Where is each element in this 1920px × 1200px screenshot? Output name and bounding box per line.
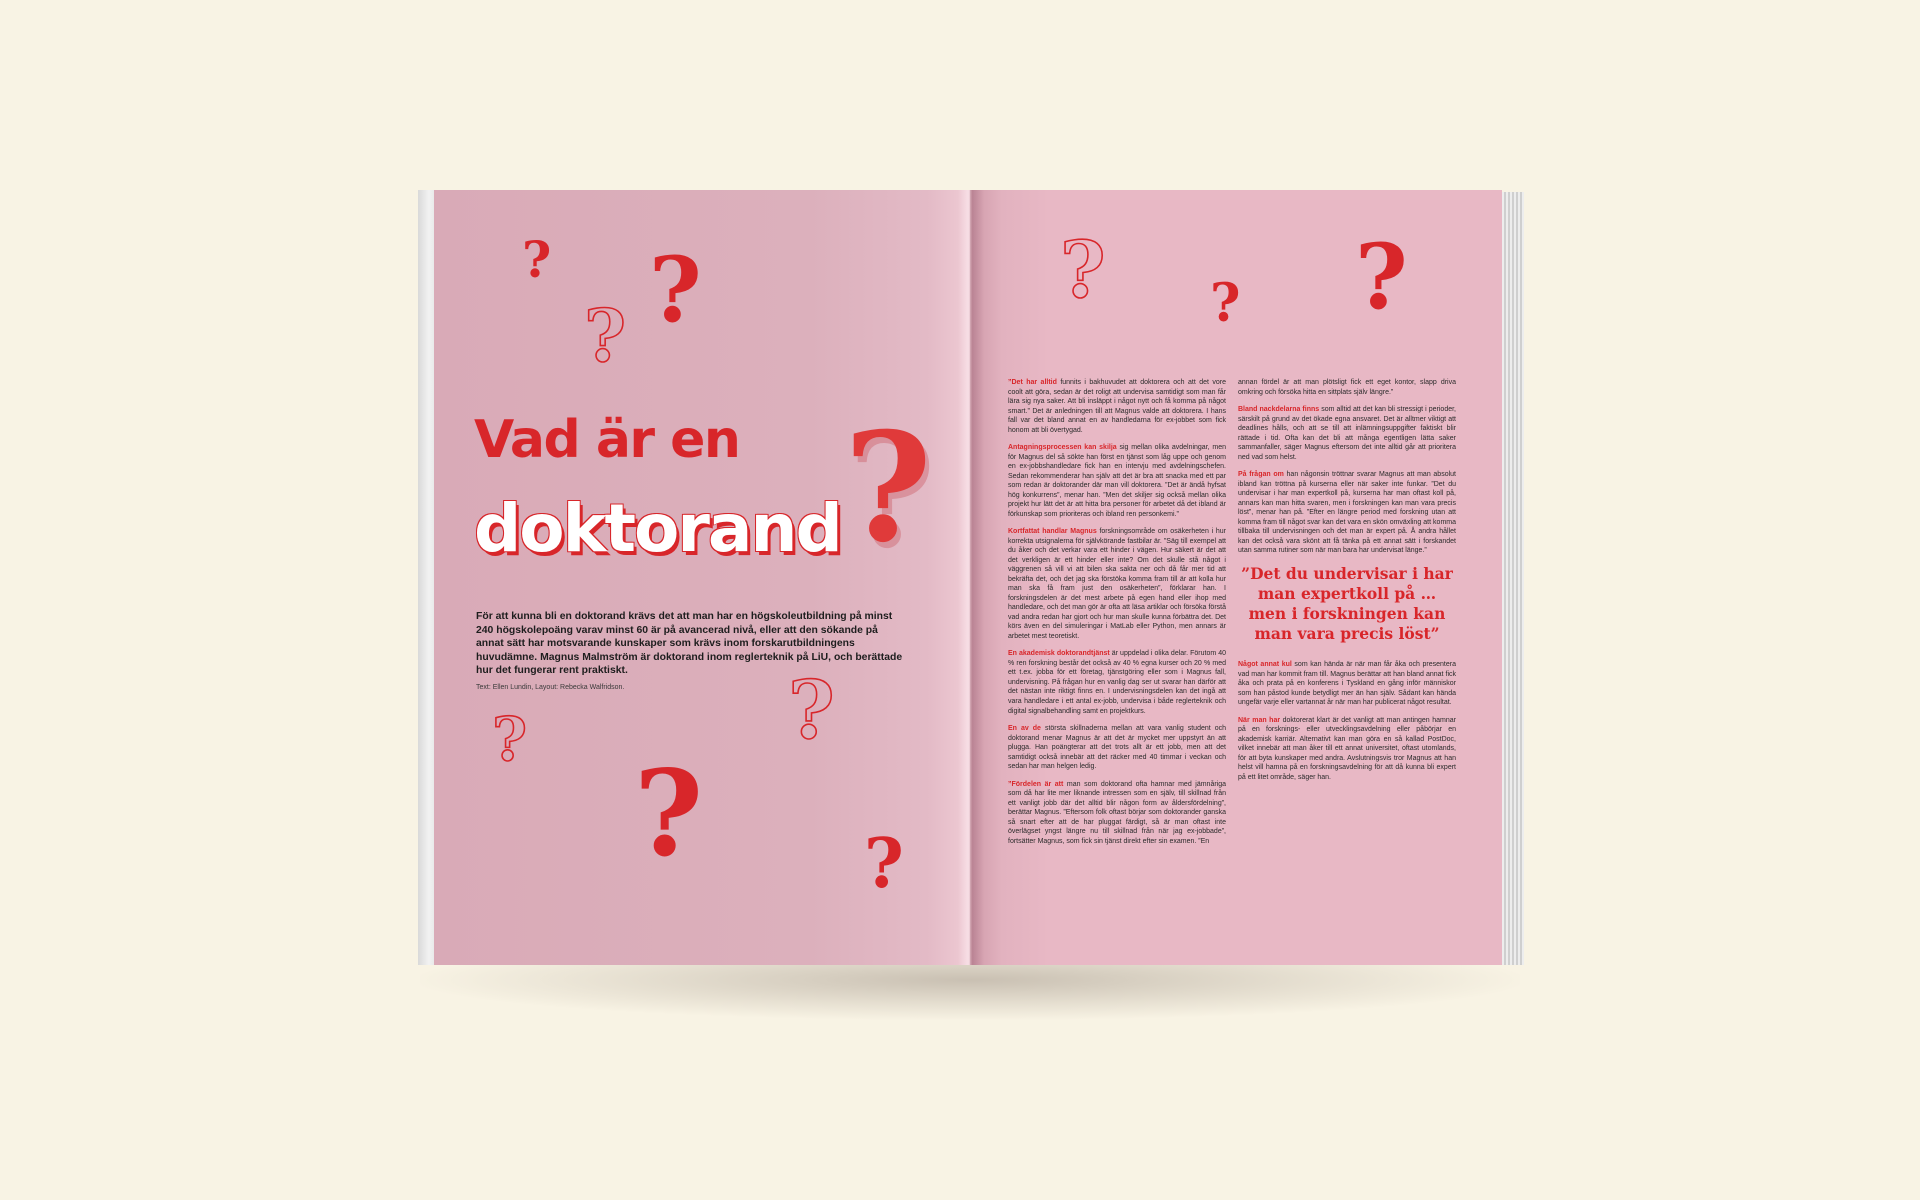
paragraph xyxy=(1008,649,1226,716)
article-column-2 xyxy=(1238,378,1456,791)
question-mark-outline-icon: ? xyxy=(788,663,835,757)
paragraph-lead: På frågan om xyxy=(1238,471,1284,479)
paragraph xyxy=(1008,527,1226,641)
paragraph xyxy=(1008,780,1226,847)
paragraph-lead: Antagningsprocessen kan skilja xyxy=(1008,444,1117,452)
article-column-1 xyxy=(1008,378,1226,854)
paragraph-text: som alltid att det kan bli stressigt i perioder, särskilt på grund av det ökade egna ansvaret. Det är alltmer viktigt att deadlines hålls, och att se till att inlämningsuppgifter faktiskt blir rättade i tid. Ofta kan det bli att många egentligen lätta saker sammanfaller, säger Magnus eftersom det inte alltid går att prioritera ned vad som helst. xyxy=(1238,406,1456,461)
paragraph-text: är uppdelad i olika delar. Förutom 40 % ren forskning består det också av 40 % egna kurser och 20 % med ett t.ex. jobba för ett företag, tjänstgöring eller som i Magnus fall, undervisning. På frågan hur en vanlig dag ser ut svarar han därför att det nästan inte riktigt finns en. I undervisningsdelen kan det ingå att vara handledare i ett antal ex-jobb, undervisa i både reglerteknik och digital signalbehandling samt en projektkurs. xyxy=(1008,650,1226,715)
paragraph xyxy=(1008,443,1226,519)
paragraph-lead: En av de xyxy=(1008,725,1041,733)
headline-line-2: doktorand xyxy=(474,490,841,567)
paragraph-text: doktorerat klart är det vanligt att man antingen hamnar på en forsknings- eller utvecklingsavdelning eller påbörjar en akademisk karriär. Alternativt kan man göra en så kallad PostDoc, vilket innebär att man åker till ett annat universitet, oftast utomlands, för att byta kunskaper med andra. Avslutningsvis tror Magnus att han helst vill hamna på en forskningsavdelning för att då kunna bli expert på ett litet område, säger han. xyxy=(1238,716,1456,781)
paragraph xyxy=(1008,724,1226,772)
right-page xyxy=(970,190,1502,965)
paragraph-lead: ”Fördelen är att xyxy=(1008,780,1064,788)
left-page xyxy=(434,190,970,965)
question-mark-icon: ? xyxy=(649,237,702,343)
paragraph xyxy=(1238,716,1456,783)
paragraph-text: största skillnaderna mellan att vara vanlig student och doktorand menar Magnus är att det är mycket mer uppstyrt än att plugga. Han poängterar att det trots allt är ett jobb, men att det samtidigt också innebär att det räcker med 40 timmar i veckan och sedan har man helgen ledig. xyxy=(1008,725,1226,771)
paragraph-lead: Bland nackdelarna finns xyxy=(1238,406,1320,414)
paragraph-text: sig mellan olika avdelningar, men för Magnus del så sökte han först en tjänst som låg uppe och genom en ex-jobbshandledare fick han en intervju med avdelningschefen. Sedan rekommenderar han själv att det är bra att snacka med ett par som redan är doktorander där man vill doktorera. ”Det är ändå hyfsat hög konkurrens”, menar han. ”Men det skiljer sig också mellan olika projekt hur lätt det är att hitta bra personer för arbetet då det ibland är förkunskap som prioriteras och ibland ren personkemi.” xyxy=(1008,444,1226,518)
paragraph-text: forskningsområde om osäkerheten i hur korrekta utsignalerna för självkörande fastbilar är. ”Säg till exempel att du åker och det verkar vara ett hinder i vägen. Hur säkert är det att det verkligen är ett hinder eller inte? Om det skulle stå något i väggrenen så vill vi att bilen ska sakta ner och då får mer tid att bekräfta det, och det jag ska förstöka komma fram till är att kolla hur man ska få fram just den osäkerheten”, förklarar han. I forskningsdelen är det mest arbete på egen hand eller ihop med handledare, och det man gör är ofta att läsa artiklar och försöka förstå vad andra redan har gjort och hur man skulle kunna förbättra det. Det körs även en del simuleringar i MatLab eller Python, men annars är arbetet mest teoretiskt. xyxy=(1008,528,1226,640)
paragraph-lead: ”Det har alltid xyxy=(1008,379,1057,386)
byline: Text: Ellen Lundin, Layout: Rebecka Walfridson. xyxy=(476,684,625,691)
paragraph: annan fördel är att man plötsligt fick ett eget kontor, slapp driva omkring och försöka hitta en sittplats själv längre.” xyxy=(1238,379,1456,396)
question-mark-icon: ? xyxy=(864,824,904,904)
paragraph-text: han någonsin tröttnar svarar Magnus att man absolut ibland kan tröttna på kurserna eller när saker inte funkar. ”Det du undervisar i har man expertkoll på, kurserna har man oftast koll på, annars kan man hitta svaren, men i forskningen kan man vara precis löst”, menar han på. ”Efter en längre period med forskning utan att komma fram till något svar kan det vara en skön omväxling att komma tillbaka till undervisningen och det man är expert på. Å andra hållet kan det också vara skönt att få tänka på ett annat sätt i forskandet utan samma rutiner som när man bara har undervisat länge.” xyxy=(1238,471,1456,555)
paragraph-lead: Kortfattat handlar Magnus xyxy=(1008,528,1097,536)
paragraph-text: funnits i bakhuvudet att doktorera och att det vore coolt att göra, sedan är det roligt att undervisa samtidigt som man får lära sig nya saker. Att bli insläppt i något nytt och få komma på något smart.” Det är anledningen till att Magnus valde att doktorera. I hans fall var det bland annat en av handledarna för ex-jobbet som fick honom att bli övertygad. xyxy=(1008,379,1226,434)
paragraph-lead: En akademisk doktorandtjänst xyxy=(1008,650,1110,658)
question-mark-outline-icon: ? xyxy=(1060,225,1106,316)
question-mark-icon: ? xyxy=(1210,273,1241,334)
headline-question-mark-icon: ? xyxy=(844,400,932,576)
headline-line-1: Vad är en xyxy=(474,410,740,470)
question-mark-outline-icon: ? xyxy=(584,293,627,378)
question-mark-outline-icon: ? xyxy=(492,705,528,775)
paragraph xyxy=(1238,470,1456,556)
question-mark-icon: ? xyxy=(634,744,704,883)
paragraph-lead: Något annat kul xyxy=(1238,661,1292,669)
paragraph-lead: När man har xyxy=(1238,716,1281,724)
intro-paragraph: För att kunna bli en doktorand krävs det att man har en högskoleutbildning på minst 240 högskolepoäng varav minst 60 är på avancerad nivå, eller att den sökande på annat sätt har motsvarande kunskaper som krävs inom forskarutbildningens huvudämne. Magnus Malmström är doktorand inom reglerteknik på LiU, och berättade hur det fungerar rent praktiskt. xyxy=(476,611,903,677)
paragraph-text: man som doktorand ofta hamnar med jämnåriga som då har lite mer liknande intressen som en själv, till skillnad från ett vanligt jobb där det alltid blir någon form av åldersfördelning”, berättar Magnus. ”Eftersom folk oftast börjar som doktorander ganska så snart efter att de har pluggat färdigt, så är man oftast inte överlägset yngst längre nu till skillnad från när jag ex-jobbade”, fortsätter Magnus, som fick sin tjänst direkt efter sin examen. ”En xyxy=(1008,780,1227,845)
paragraph xyxy=(1238,405,1456,462)
paragraph xyxy=(1238,660,1456,708)
paragraph xyxy=(1008,378,1226,435)
pull-quote: ”Det du undervisar i har man expertkoll på … men i forskningen kan man vara precis löst” xyxy=(1241,563,1453,644)
page-stack-right xyxy=(1500,192,1524,965)
paragraph-text: som kan hända är när man får åka och presentera vad man har kommit fram till. Magnus berättar att han bland annat fick åka och prata på en konferens i Tyskland en gång inför människor som han påstod kunde betydligt mer än han själv. Sådant kan hända ungefär varje eller vartannat år när man har publicerat något resultat. xyxy=(1238,661,1456,707)
magazine-spine xyxy=(958,190,984,965)
question-mark-icon: ? xyxy=(522,230,552,289)
question-mark-icon: ? xyxy=(1355,224,1408,330)
